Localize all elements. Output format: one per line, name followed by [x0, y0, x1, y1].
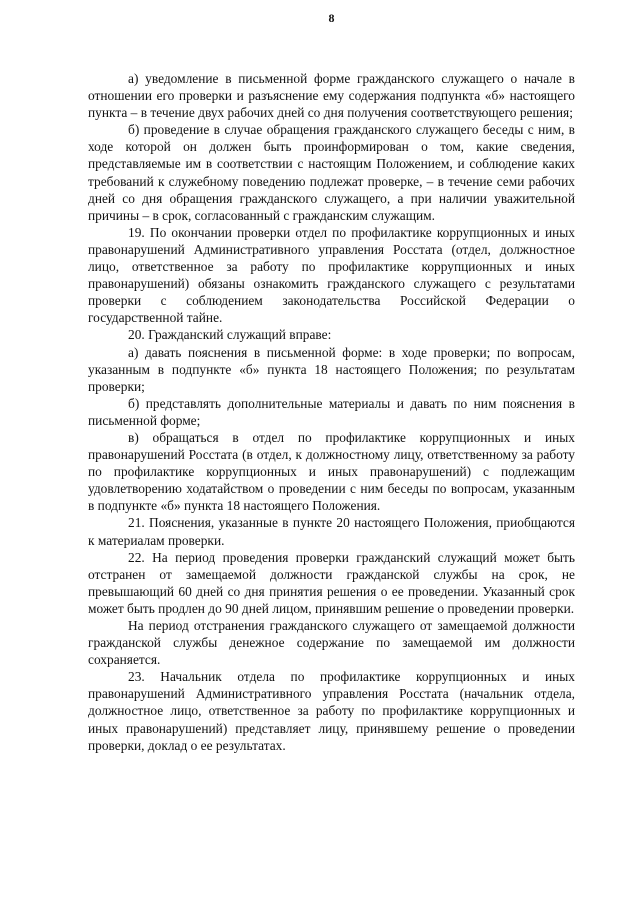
paragraph-20a: а) давать пояснения в письменной форме: в ходе проверки; по вопросам, указанным в подпункте «б» пункта 18 настоящего Положения; по результатам проверки;	[88, 344, 575, 394]
paragraph-22-suspension: На период отстранения гражданского служащего от замещаемой должности гражданской службы денежное содержание по замещаемой им должности сохраняется.	[88, 618, 575, 668]
paragraph-notification: а) уведомление в письменной форме гражданского служащего о начале в отношении его проверки и разъяснение ему содержания подпункта «б» настоящего пункта – в течение двух рабочих дней со дня получения соответствующего решения;	[88, 71, 575, 121]
paragraph-20b: б) представлять дополнительные материалы и давать по ним пояснения в письменной форме;	[88, 395, 575, 428]
paragraph-conversation: б) проведение в случае обращения гражданского служащего беседы с ним, в ходе которой он должен быть проинформирован о том, какие сведения, представляемые им в соответствии с настоящим Положением, и соблюдение каких требований к служебному поведению подлежат проверке, – в течение семи рабочих дней со дня обращения гражданского служащего, а при наличии уважительной причины – в срок, согласованный с гражданским служащим.	[88, 122, 575, 223]
document-page	[88, 10, 575, 754]
paragraph-19: 19. По окончании проверки отдел по профилактике коррупционных и иных правонарушений Административного управления Росстата (отдел, должностное лицо, ответственное за работу по профилактике коррупционных и иных правонарушений) обязаны ознакомить гражданского служащего с результатами проверки с соблюдением законодательства Российской Федерации о государственной тайне.	[88, 224, 575, 326]
page-number: 8	[328, 11, 335, 25]
paragraph-23: 23. Начальник отдела по профилактике коррупционных и иных правонарушений Административного управления Росстата (начальник отдела, должностное лицо, ответственное за работу по профилактике коррупционных и иных правонарушений) представляет лицу, принявшему решение о проведении проверки, доклад о ее результатах.	[88, 669, 575, 753]
paragraph-20: 20. Гражданский служащий вправе:	[128, 327, 332, 343]
paragraph-20v: в) обращаться в отдел по профилактике коррупционных и иных правонарушений Росстата (в отдел, к должностному лицу, ответственному за работу по профилактике коррупционных и иных правонарушений) с подлежащим удовлетворению ходатайством о проведении с ним беседы по вопросам, указанным в подпункте «б» пункта 18 настоящего Положения.	[88, 429, 575, 514]
paragraph-22: 22. На период проведения проверки гражданский служащий может быть отстранен от замещаемой должности гражданской службы на срок, не превышающий 60 дней со дня принятия решения о ее проведении. Указанный срок может быть продлен до 90 дней лицом, принявшим решение о проведении проверки.	[88, 549, 575, 616]
paragraph-21: 21. Пояснения, указанные в пункте 20 настоящего Положения, приобщаются к материалам проверки.	[88, 515, 575, 548]
